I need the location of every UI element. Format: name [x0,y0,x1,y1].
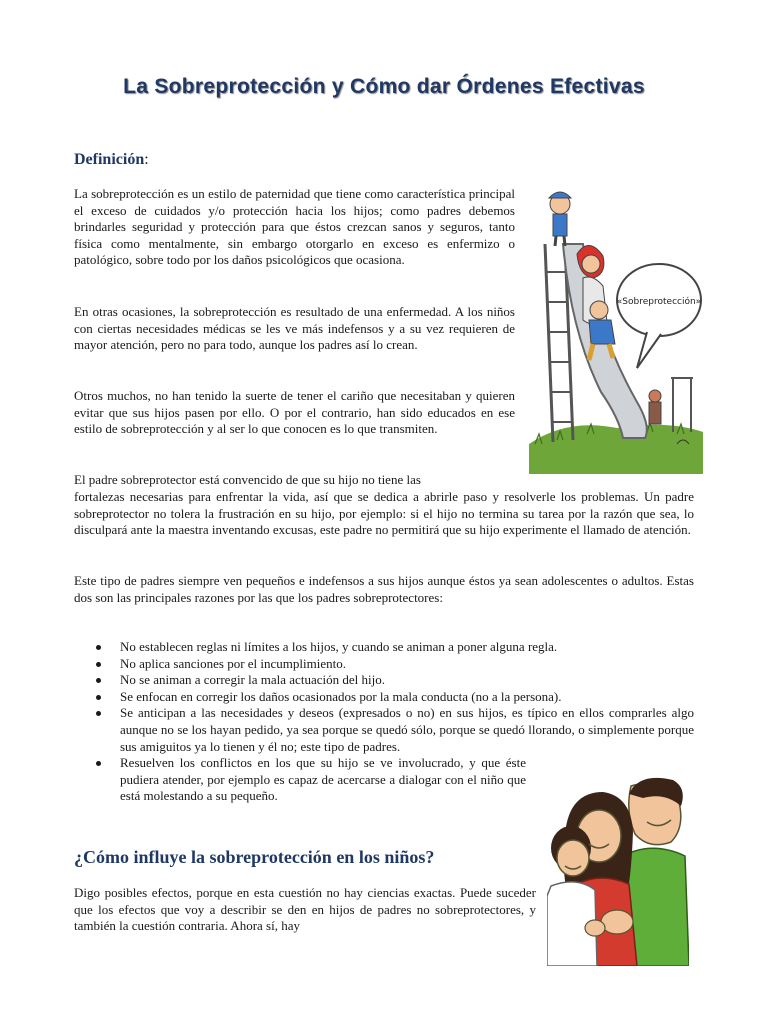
paragraph-illness: En otras ocasiones, la sobreprotección es resultado de una enfermedad. A los niños con ciertas necesidades médicas se les ve más indefensos y a su vez requieren de mayor atención, pero no para todo, aunque los padres así lo crean. [74,304,515,353]
paragraph-father-rest: fortalezas necesarias para enfrentar la vida, así que se dedica a abrirle paso y resolverle los problemas. Un padre sobreprotector no tolera la frustración en su hijo, por ejemplo: si el hijo no termina su tarea por la razón que sea, lo disculpará ante la maestra inventando excusas, este padre no permitirá que su hijo experimente el llamado de atención. [74,489,694,538]
section-heading-influence: ¿Cómo influye la sobreprotección en los niños? [74,847,435,867]
bullet-dot [96,695,101,700]
definition-heading-text: Definición [74,151,145,168]
list-item: Resuelven los conflictos en los que su hijo se ve involucrado, y que éste pudiera atender, por ejemplo es capaz de acercarse a dialogar con el niño que está molestando a su pequeño. [74,755,526,805]
bullet-dot [96,645,101,650]
paragraph-type-of-parents: Este tipo de padres siempre ven pequeños e indefensos a sus hijos aunque éstos ya sean adolescentes o adultos. Estas dos son las principales razones por las que los padres sobreprotectores: [74,573,694,605]
definition-heading [74,151,149,169]
bullet-dot [96,678,101,683]
page-title: La Sobreprotección y Cómo dar Órdenes Efectivas [123,75,645,98]
family-illustration [547,772,689,966]
paragraph-others: Otros muchos, no han tenido la suerte de tener el cariño que necesitaban y quieren evitar que sus hijos pasen por ello. O por el contrario, han sido educados en ese estilo de sobreprotección y al ser lo que conocen es lo que transmiten. [74,388,515,437]
definition-heading-colon: : [144,151,149,168]
paragraph-effects: Digo posibles efectos, porque en esta cuestión no hay ciencias exactas. Puede suceder que los efectos que voy a describir se den en hijos de padres no sobreprotectores, y también la cuestión contraria. Ahora sí, hay [74,885,536,934]
list-item: No se animan a corregir la mala actuación del hijo. [74,672,694,689]
paragraph-father-first-line: El padre sobreprotector está convencido de que su hijo no tiene las [74,472,421,487]
list-item: No establecen reglas ni límites a los hijos, y cuando se animan a poner alguna regla. [74,639,694,656]
speech-bubble-text: «Sobreprotección» [616,297,702,307]
bullet-dot [96,711,101,716]
bullet-dot [96,761,101,766]
grass [529,425,703,474]
list-item: Se enfocan en corregir los daños ocasionados por la mala conducta (no a la persona). [74,689,694,706]
list-item: No aplica sanciones por el incumplimiento. [74,656,694,673]
list-item: Se anticipan a las necesidades y deseos (expresados o no) en sus hijos, es típico en ellos comprarles algo aunque no se los hayan pedido, ya sea porque se quedó sólo, porque se quedó llorando, o simplemente porque sus amiguitos ya lo tienen y él no; este tipo de padres. [74,705,694,755]
paragraph-definition: La sobreprotección es un estilo de paternidad que tiene como característica principal el exceso de cuidados y/o protección hacia los hijos; como padres debemos brindarles seguridad y protección para que éstos crezcan sanos y seguros, tanto física como mentalmente, sin embargo otorgarlo en exceso es enfermizo o patológico, sobre todo por los daños psicológicos que ocasiona. [74,186,515,268]
child-face [557,840,589,876]
bullet-dot [96,662,101,667]
slide-cartoon-illustration [527,182,705,474]
